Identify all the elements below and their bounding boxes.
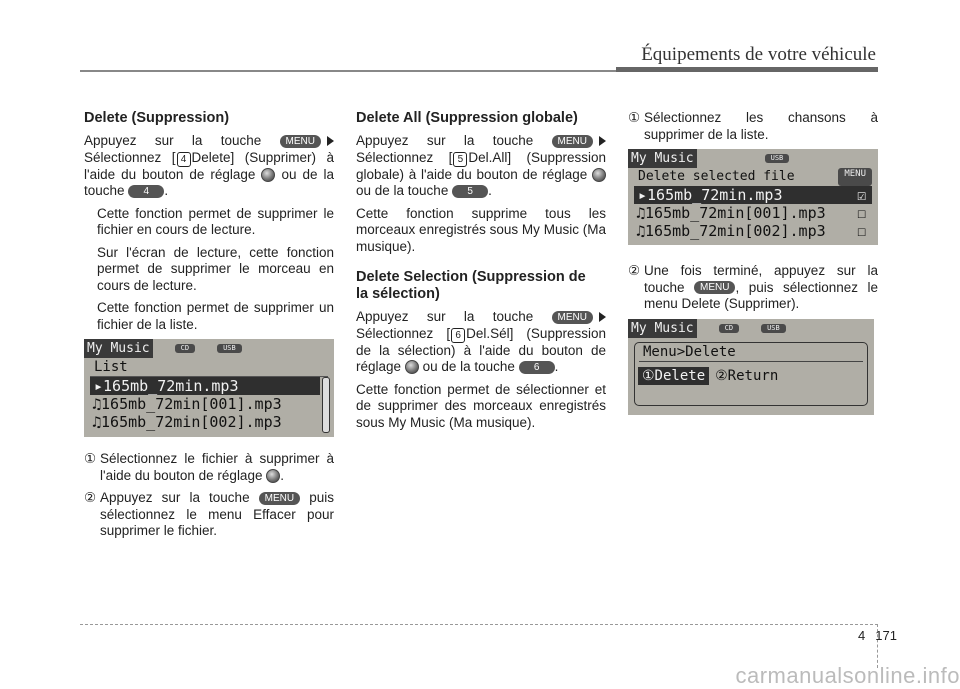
delete-option: ①Delete (638, 367, 709, 385)
tune-knob-icon (405, 360, 419, 374)
menu-title: Menu>Delete (639, 343, 863, 362)
paragraph-delete-desc3: Cette fonction permet de supprimer un fichier de la liste. (97, 300, 334, 332)
screen-delete-selected-file: My Music USB Delete selected file MENU ▸165mb_72min.mp3 ☑ ♫165mb_72min[001].mp3 ☐ ♫165mb_72min[002].mp3 ☐ (628, 149, 878, 245)
scrollbar (322, 377, 330, 433)
heading-delete-selection: Delete Selection (Suppression de la sélection) (356, 269, 586, 302)
menu-key: MENU (552, 135, 593, 148)
usb-badge: USB (217, 344, 242, 353)
screen-row-selected: ▸165mb_72min.mp3 (90, 377, 320, 395)
key-5-icon: 5 (453, 152, 467, 167)
screen-list-label: List (90, 358, 328, 377)
page-number: 4 171 (858, 628, 897, 643)
screen-label: Delete selected file (638, 169, 795, 184)
checkbox-icon: ☐ (856, 204, 866, 222)
section-title: Équipements de votre véhicule (641, 44, 876, 65)
key-4-icon: 4 (177, 152, 191, 167)
tune-knob-icon (266, 469, 280, 483)
tune-knob-icon (592, 168, 606, 182)
column-steps (628, 110, 878, 415)
screen-row-selected: ▸165mb_72min.mp3 ☑ (634, 186, 872, 204)
cd-badge: CD (719, 324, 739, 333)
header-bar (616, 67, 878, 72)
menu-box (634, 342, 868, 406)
paragraph-delete-steps: Appuyez sur la touche MENU Sélectionnez [ 4 Delete] (Supprimer) à l'aide du bouton de réglage ou de la touche 4 . (84, 133, 334, 198)
paragraph-delete-all-desc: Cette fonction supprime tous les morceaux enregistrés sous My Music (Ma musique). (356, 205, 606, 254)
screen-row: ♫165mb_72min[001].mp3 (92, 395, 282, 413)
screen-my-music-list: My Music CD USB List ▸165mb_72min.mp3 ♫165mb_72min[001].mp3 ♫165mb_72min[002].mp3 (84, 339, 334, 437)
arrow-right-icon (599, 136, 606, 146)
footer-rule (80, 624, 878, 625)
heading-delete-all: Delete All (Suppression globale) (356, 110, 578, 126)
list-item: ② Une fois terminé, appuyez sur la touche MENU , puis sélectionnez le menu Delete (Supprimer). (628, 263, 878, 311)
screen-row: ♫165mb_72min[002].mp3 (92, 413, 282, 431)
key-4-button: 4 (128, 185, 164, 198)
tune-knob-icon (261, 168, 275, 182)
key-5-button: 5 (452, 185, 488, 198)
list-item: ① Sélectionnez les chansons à supprimer de la liste. (628, 110, 878, 142)
menu-key: MENU (280, 135, 321, 148)
list-item: ② Appuyez sur la touche MENU puis sélectionnez le menu Effacer pour supprimer le fichier. (84, 490, 334, 538)
paragraph-delete-desc2: Sur l'écran de lecture, cette fonction permet de supprimer le morceau en cours de lecture. (97, 244, 334, 293)
checkbox-checked-icon: ☑ (856, 186, 866, 204)
return-option: ②Return (715, 367, 779, 384)
menu-key: MENU (259, 492, 300, 505)
usb-badge: USB (761, 324, 786, 333)
list-item: ① Sélectionnez le fichier à supprimer à l'aide du bouton de réglage . (84, 451, 334, 483)
arrow-right-icon (599, 312, 606, 322)
key-6-icon: 6 (451, 328, 465, 343)
usb-badge: USB (765, 154, 790, 163)
menu-badge: MENU (838, 168, 872, 186)
heading-delete: Delete (Suppression) (84, 110, 230, 126)
paragraph-delete-all-steps: Appuyez sur la touche MENU Sélectionnez [ 5 Del.All] (Suppression globale) à l'aide du bouton de réglage ou de la touche 5 . (356, 133, 606, 198)
column-delete-all (356, 110, 606, 437)
arrow-right-icon (327, 136, 334, 146)
paragraph-delete-selection-desc: Cette fonction permet de sélectionner et de supprimer des morceaux enregistrés sous My Music (Ma musique). (356, 381, 606, 430)
screen-row: ♫165mb_72min[001].mp3 ☐ (636, 204, 866, 222)
paragraph-delete-desc1: Cette fonction permet de supprimer le fichier en cours de lecture. (97, 205, 334, 237)
screen-row: ♫165mb_72min[002].mp3 ☐ (636, 222, 866, 240)
page-header (0, 0, 960, 80)
checkbox-icon: ☐ (856, 222, 866, 240)
paragraph-delete-selection-steps: Appuyez sur la touche MENU Sélectionnez [ 6 Del.Sél] (Suppression de la sélection) à l'aide du bouton de réglage ou de la touche 6 . (356, 309, 606, 374)
menu-key: MENU (694, 281, 735, 294)
column-delete (84, 110, 334, 546)
key-6-button: 6 (519, 361, 555, 374)
menu-key: MENU (552, 311, 593, 324)
cd-badge: CD (175, 344, 195, 353)
screen-menu-delete: My Music CD USB Menu>Delete ①Delete ②Return (628, 319, 874, 415)
watermark: carmanualsonline.info (735, 663, 960, 688)
